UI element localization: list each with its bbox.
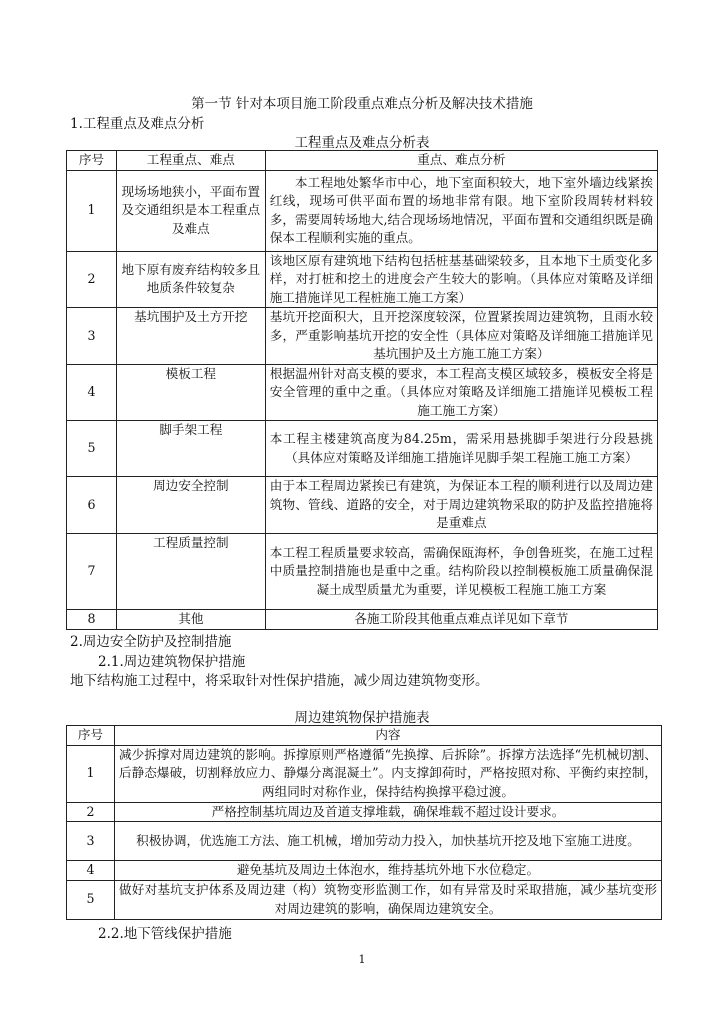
table-row [67,880,662,919]
row-analysis: 由于本工程周边紧挨已有建筑，为保证本工程的顺利进行以及周边建筑物、管线、道路的安全，对于周边建筑物采取的防护及监控措施将是重难点 [265,477,657,534]
table-row [67,477,658,534]
table-row [67,745,662,802]
row-no: 3 [67,822,115,861]
row-analysis: 根据温州针对高支模的要求，本工程高支模区域较多，模板安全将是安全管理的重中之重。（具体应对策略及详细施工措施详见模板工程施工施工方案） [265,364,657,421]
heading-2: 2.周边安全防护及控制措施 [70,634,232,650]
table-row [67,822,662,861]
header-no: 序号 [67,151,117,171]
row-item: 工程质量控制 [116,534,265,610]
table-row [67,534,658,610]
row-no: 2 [67,802,115,822]
paragraph-2-1: 地下结构施工过程中，将采取针对性保护措施，减少周边建筑物变形。 [70,673,489,689]
section-title: 第一节 针对本项目施工阶段重点难点分析及解决技术措施 [191,96,533,112]
table-row [67,421,658,477]
header-content: 内容 [114,726,661,746]
table-row [67,802,662,822]
table-row [67,308,658,365]
row-no: 4 [67,861,115,881]
row-item: 周边安全控制 [116,477,265,534]
table1-caption: 工程重点及难点分析表 [294,135,430,151]
row-analysis: 各施工阶段其他重点难点详见如下章节 [265,610,657,630]
row-no: 5 [67,880,115,919]
row-item: 现场场地狭小，平面布置及交通组织是本工程重点及难点 [116,170,265,251]
heading-2-1: 2.1.周边建筑物保护措施 [98,654,246,670]
row-item: 基坑围护及土方开挖 [116,308,265,365]
row-no: 5 [67,421,117,477]
row-analysis: 本工程主楼建筑高度为84.25m，需采用悬挑脚手架进行分段悬挑（具体应对策略及详细施工措施详见脚手架工程施工施工方案） [265,421,657,477]
row-analysis: 该地区原有建筑地下结构包括桩基基础梁较多，且本地下土质变化多样，对打桩和挖土的进度会产生较大的影响。（具体应对策略及详细施工措施详见工程桩施工施工方案） [265,251,657,308]
row-no: 7 [67,534,117,610]
row-content: 避免基坑及周边土体泡水，维持基坑外地下水位稳定。 [114,861,661,881]
key-difficulties-table [66,150,658,630]
table-row [67,364,658,421]
table-row [67,251,658,308]
row-content: 积极协调，优选施工方法、施工机械，增加劳动力投入，加快基坑开挖及地下室施工进度。 [114,822,661,861]
table-header-row [67,726,662,746]
row-item: 模板工程 [116,364,265,421]
row-no: 6 [67,477,117,534]
row-analysis: 本工程工程质量要求较高，需确保瓯海杯，争创鲁班奖，在施工过程中质量控制措施也是重中之重。结构阶段以控制模板施工质量确保混凝土成型质量尤为重要，详见模板工程施工施工方案 [265,534,657,610]
page-number: 1 [358,953,366,966]
row-no: 3 [67,308,117,365]
table-header-row [67,151,658,171]
heading-2-2: 2.2.地下管线保护措施 [98,926,232,942]
row-content: 做好对基坑支护体系及周边建（构）筑物变形监测工作，如有异常及时采取措施，减少基坑变形对周边建筑的影响，确保周边建筑安全。 [114,880,661,919]
table-row [67,610,658,630]
row-no: 2 [67,251,117,308]
row-analysis: 本工程地处繁华市中心，地下室面积较大，地下室外墙边线紧挨红线，现场可供平面布置的场地非常有限。地下室阶段周转材料较多，需要周转场地大,结合现场场地情况，平面布置和交通组织既是确保本工程顺利实施的重点。 [265,170,657,251]
header-item: 工程重点、难点 [116,151,265,171]
building-protection-table [66,725,662,920]
table2-caption: 周边建筑物保护措施表 [294,710,430,726]
row-content: 严格控制基坑周边及首道支撑堆载，确保堆载不超过设计要求。 [114,802,661,822]
table-row [67,861,662,881]
header-analysis: 重点、难点分析 [265,151,657,171]
row-no: 8 [67,610,117,630]
row-no: 1 [67,745,115,802]
row-item: 地下原有废弃结构较多且地质条件较复杂 [116,251,265,308]
header-no: 序号 [67,726,115,746]
row-no: 1 [67,170,117,251]
row-analysis: 基坑开挖面积大，且开挖深度较深，位置紧挨周边建筑物，且雨水较多，严重影响基坑开挖的安全性（具体应对策略及详细施工措施详见基坑围护及土方施工施工方案） [265,308,657,365]
row-item: 脚手架工程 [116,421,265,477]
row-item: 其他 [116,610,265,630]
heading-1: 1.工程重点及难点分析 [70,116,205,132]
table-row [67,170,658,251]
row-no: 4 [67,364,117,421]
row-content: 减少拆撑对周边建筑的影响。拆撑原则严格遵循“先换撑、后拆除”。拆撑方法选择“先机械切割、后静态爆破，切割释放应力、静爆分离混凝土”。内支撑卸荷时，严格按照对称、平衡约束控制，两组同时对称作业，保持结构换撑平稳过渡。 [114,745,661,802]
